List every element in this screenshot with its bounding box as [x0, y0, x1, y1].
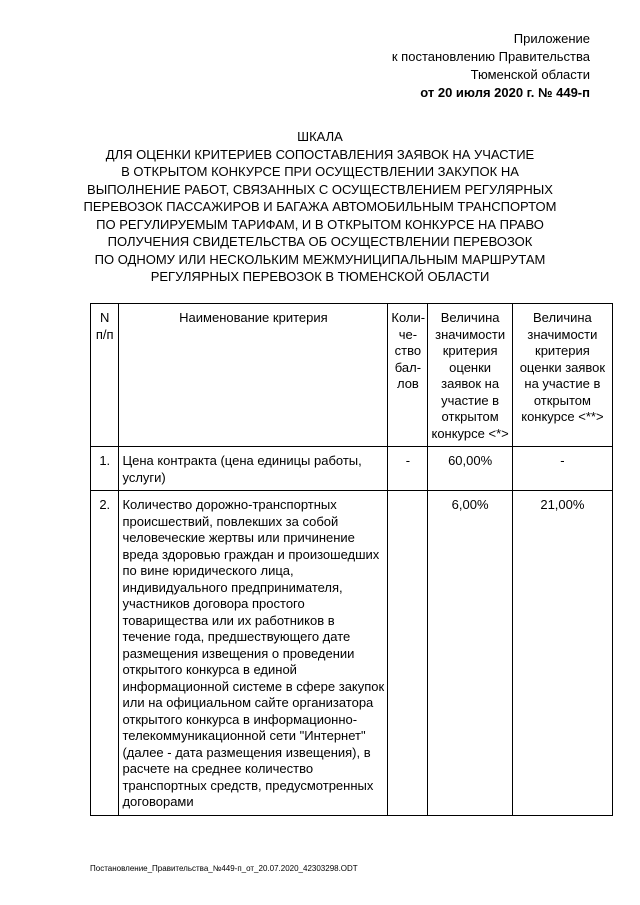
title-line: ШКАЛА: [297, 129, 343, 144]
row-value-bids: 6,00%: [428, 491, 512, 816]
appendix-region: Тюменской области: [470, 67, 590, 82]
title-line: ПОЛУЧЕНИЯ СВИДЕТЕЛЬСТВА ОБ ОСУЩЕСТВЛЕНИИ ПЕРЕВОЗОК: [107, 234, 533, 249]
row-criterion-name: Цена контракта (цена единицы работы, услуги): [119, 447, 388, 491]
header-criterion-name: Наименование критерия: [119, 304, 388, 447]
appendix-label: Приложение: [513, 31, 590, 46]
title-line: ВЫПОЛНЕНИЕ РАБОТ, СВЯЗАННЫХ С ОСУЩЕСТВЛЕНИЕМ РЕГУЛЯРНЫХ: [87, 181, 553, 197]
row-num: 1.: [91, 447, 119, 491]
row-points: -: [388, 447, 428, 491]
document-footer: Постановление_Правительства_№449-п_от_20.07.2020_42303298.ODT: [90, 864, 358, 873]
row-criterion-name: Количество дорожно-транспортных происшествий, повлекших за собой человеческие жертвы или причинение вреда здоровью граждан и произошедших по вине юридического лица, индивидуального предпринимателя, участников договора простого товарищества или их работников в течение года, предшествующего дате размещения извещения о проведении открытого конкурса в единой информационной системе в сфере закупок или на официальном сайте организатора открытого конкурса в информационно-телекоммуникационной сети "Интернет" (далее - дата размещения извещения), в расчете на среднее количество транспортных средств, предусмотренных договорами: [119, 491, 388, 816]
title-line: РЕГУЛЯРНЫХ ПЕРЕВОЗОК В ТЮМЕНСКОЙ ОБЛАСТИ: [150, 269, 490, 284]
table-row: [91, 447, 613, 491]
criteria-table: [90, 303, 613, 816]
title-line: ПЕРЕВОЗОК ПАССАЖИРОВ И БАГАЖА АВТОМОБИЛЬНЫМ ТРАНСПОРТОМ: [83, 199, 557, 214]
header-points: Коли-че-ство бал-лов: [388, 304, 428, 447]
row-points: [388, 491, 428, 816]
row-value-contest: -: [512, 447, 612, 491]
header-value-bids: Величина значимости критерия оценки заявок на участие в открытом конкурсе <*>: [428, 304, 512, 447]
row-value-contest: 21,00%: [512, 491, 612, 816]
document-title: [70, 128, 570, 286]
title-line: ПО РЕГУЛИРУЕМЫМ ТАРИФАМ, И В ОТКРЫТОМ КОНКУРСЕ НА ПРАВО: [96, 216, 544, 232]
row-num: 2.: [91, 491, 119, 816]
row-value-bids: 60,00%: [428, 447, 512, 491]
title-line: В ОТКРЫТОМ КОНКУРСЕ ПРИ ОСУЩЕСТВЛЕНИИ ЗАКУПОК НА: [121, 164, 519, 179]
appendix-reference: к постановлению Правительства: [391, 49, 590, 64]
appendix-date-number: от 20 июля 2020 г. № 449-п: [420, 85, 590, 100]
header-num: N п/п: [91, 304, 119, 447]
title-line: ПО ОДНОМУ ИЛИ НЕСКОЛЬКИМ МЕЖМУНИЦИПАЛЬНЫМ МАРШРУТАМ: [94, 251, 546, 267]
table-row: [91, 491, 613, 816]
header-value-contest: Величина значимости критерия оценки заявок на участие в открытом конкурсе <**>: [512, 304, 612, 447]
appendix-header: [290, 30, 590, 102]
table-header-row: [91, 304, 613, 447]
title-line: ДЛЯ ОЦЕНКИ КРИТЕРИЕВ СОПОСТАВЛЕНИЯ ЗАЯВОК НА УЧАСТИЕ: [105, 146, 535, 162]
